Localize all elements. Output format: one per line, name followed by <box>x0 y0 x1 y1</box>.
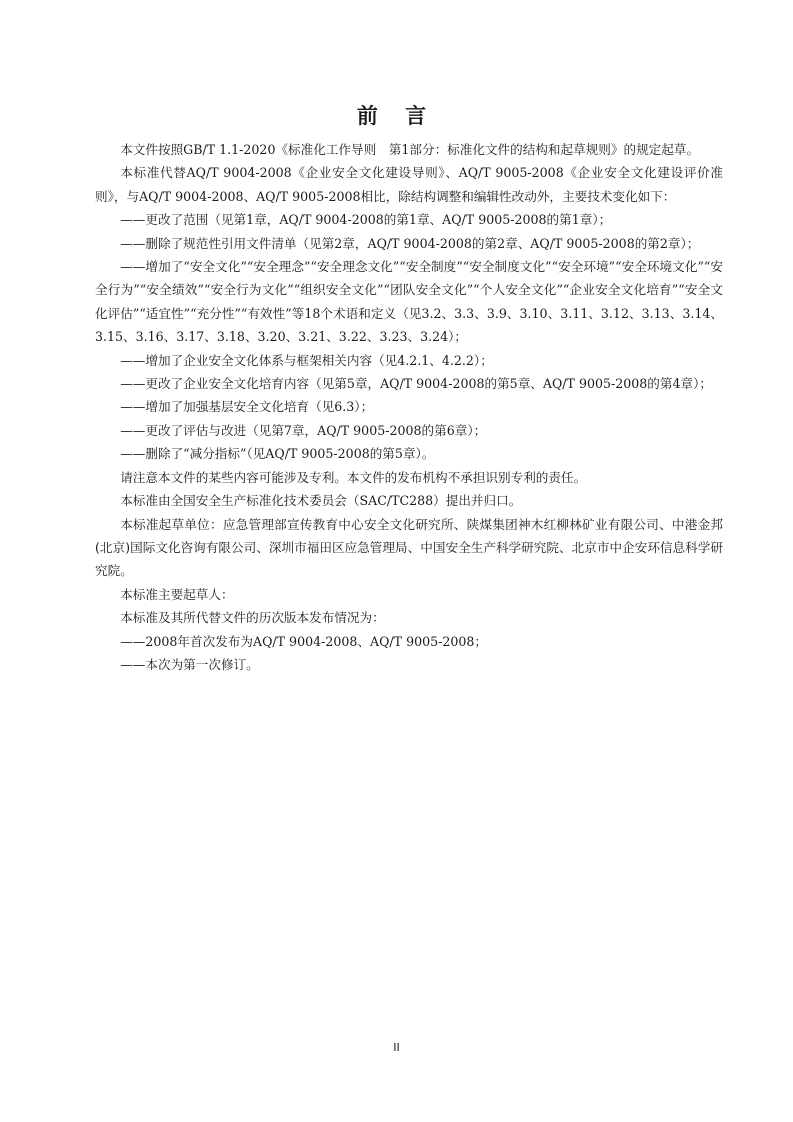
change-item-terms: ——增加了“安全文化”“安全理念”“安全理念文化”“安全制度”“安全制度文化”“安全环境”“安全环境文化”“安全行为”“安全绩效”“安全行为文化”“组织安全文化”“团队安全文化”“个人安全文化”“企业安全文化培育”“安全文化评估”“适宜性”“充分性”“有效性”等18个术语和定义（见3.2、3.3、3.9、3.10、3.11、3.12、3.13、3.14、3.15、3.16、3.17、3.18、3.20、3.21、3.22、3.23、3.24）； <box>95 259 723 345</box>
history-item-current: ——本次为第一次修订。 <box>120 656 259 672</box>
preface-body <box>95 138 723 676</box>
paragraph-proposer: 本标准由全国安全生产标准化技术委员会（SAC/TC288）提出并归口。 <box>120 493 522 509</box>
page-number: II <box>393 1041 400 1054</box>
paragraph-patent-notice: 请注意本文件的某些内容可能涉及专利。本文件的发布机构不承担识别专利的责任。 <box>120 469 587 485</box>
change-item-references: ——删除了规范性引用文件清单（见第2章，AQ/T 9004-2008的第2章、AQ/T 9005-2008的第2章）； <box>120 235 700 251</box>
paragraph-drafting-basis: 本文件按照GB/T 1.1-2020《标准化工作导则 第1部分：标准化文件的结构和起草规则》的规定起草。 <box>120 142 700 157</box>
change-item-grassroots: ——增加了加强基层安全文化培育（见6.3）； <box>120 399 374 415</box>
paragraph-drafters: 本标准主要起草人： <box>120 586 234 602</box>
paragraph-replacement-note: 本标准代替AQ/T 9004-2008《企业安全文化建设导则》、AQ/T 9005-2008《企业安全文化建设评价准则》，与AQ/T 9004-2008、AQ/T 9005-2008相比，除结构调整和编辑性改动外，主要技术变化如下： <box>95 165 723 204</box>
page-title: 前 言 <box>356 104 437 128</box>
paragraph-drafting-units: 本标准起草单位：应急管理部宣传教育中心安全文化研究所、陕煤集团神木红柳林矿业有限公司、中港金邦(北京)国际文化咨询有限公司、深圳市福田区应急管理局、中国安全生产科学研究院、北京市中企安环信息科学研究院。 <box>95 516 723 579</box>
change-item-cultivation: ——更改了企业安全文化培育内容（见第5章，AQ/T 9004-2008的第5章、AQ/T 9005-2008的第4章）； <box>120 376 712 392</box>
change-item-deduction: ——删除了“减分指标”（见AQ/T 9005-2008的第5章）。 <box>120 446 435 462</box>
change-item-framework: ——增加了企业安全文化体系与框架相关内容（见4.2.1、4.2.2）； <box>120 352 493 368</box>
change-item-scope: ——更改了范围（见第1章，AQ/T 9004-2008的第1章、AQ/T 9005-2008的第1章）； <box>120 212 612 228</box>
history-item-2008: ——2008年首次发布为AQ/T 9004-2008、AQ/T 9005-2008； <box>120 633 488 649</box>
paragraph-history-intro: 本标准及其所代替文件的历次版本发布情况为： <box>120 610 385 626</box>
change-item-evaluation: ——更改了评估与改进（见第7章，AQ/T 9005-2008的第6章）； <box>120 422 487 438</box>
